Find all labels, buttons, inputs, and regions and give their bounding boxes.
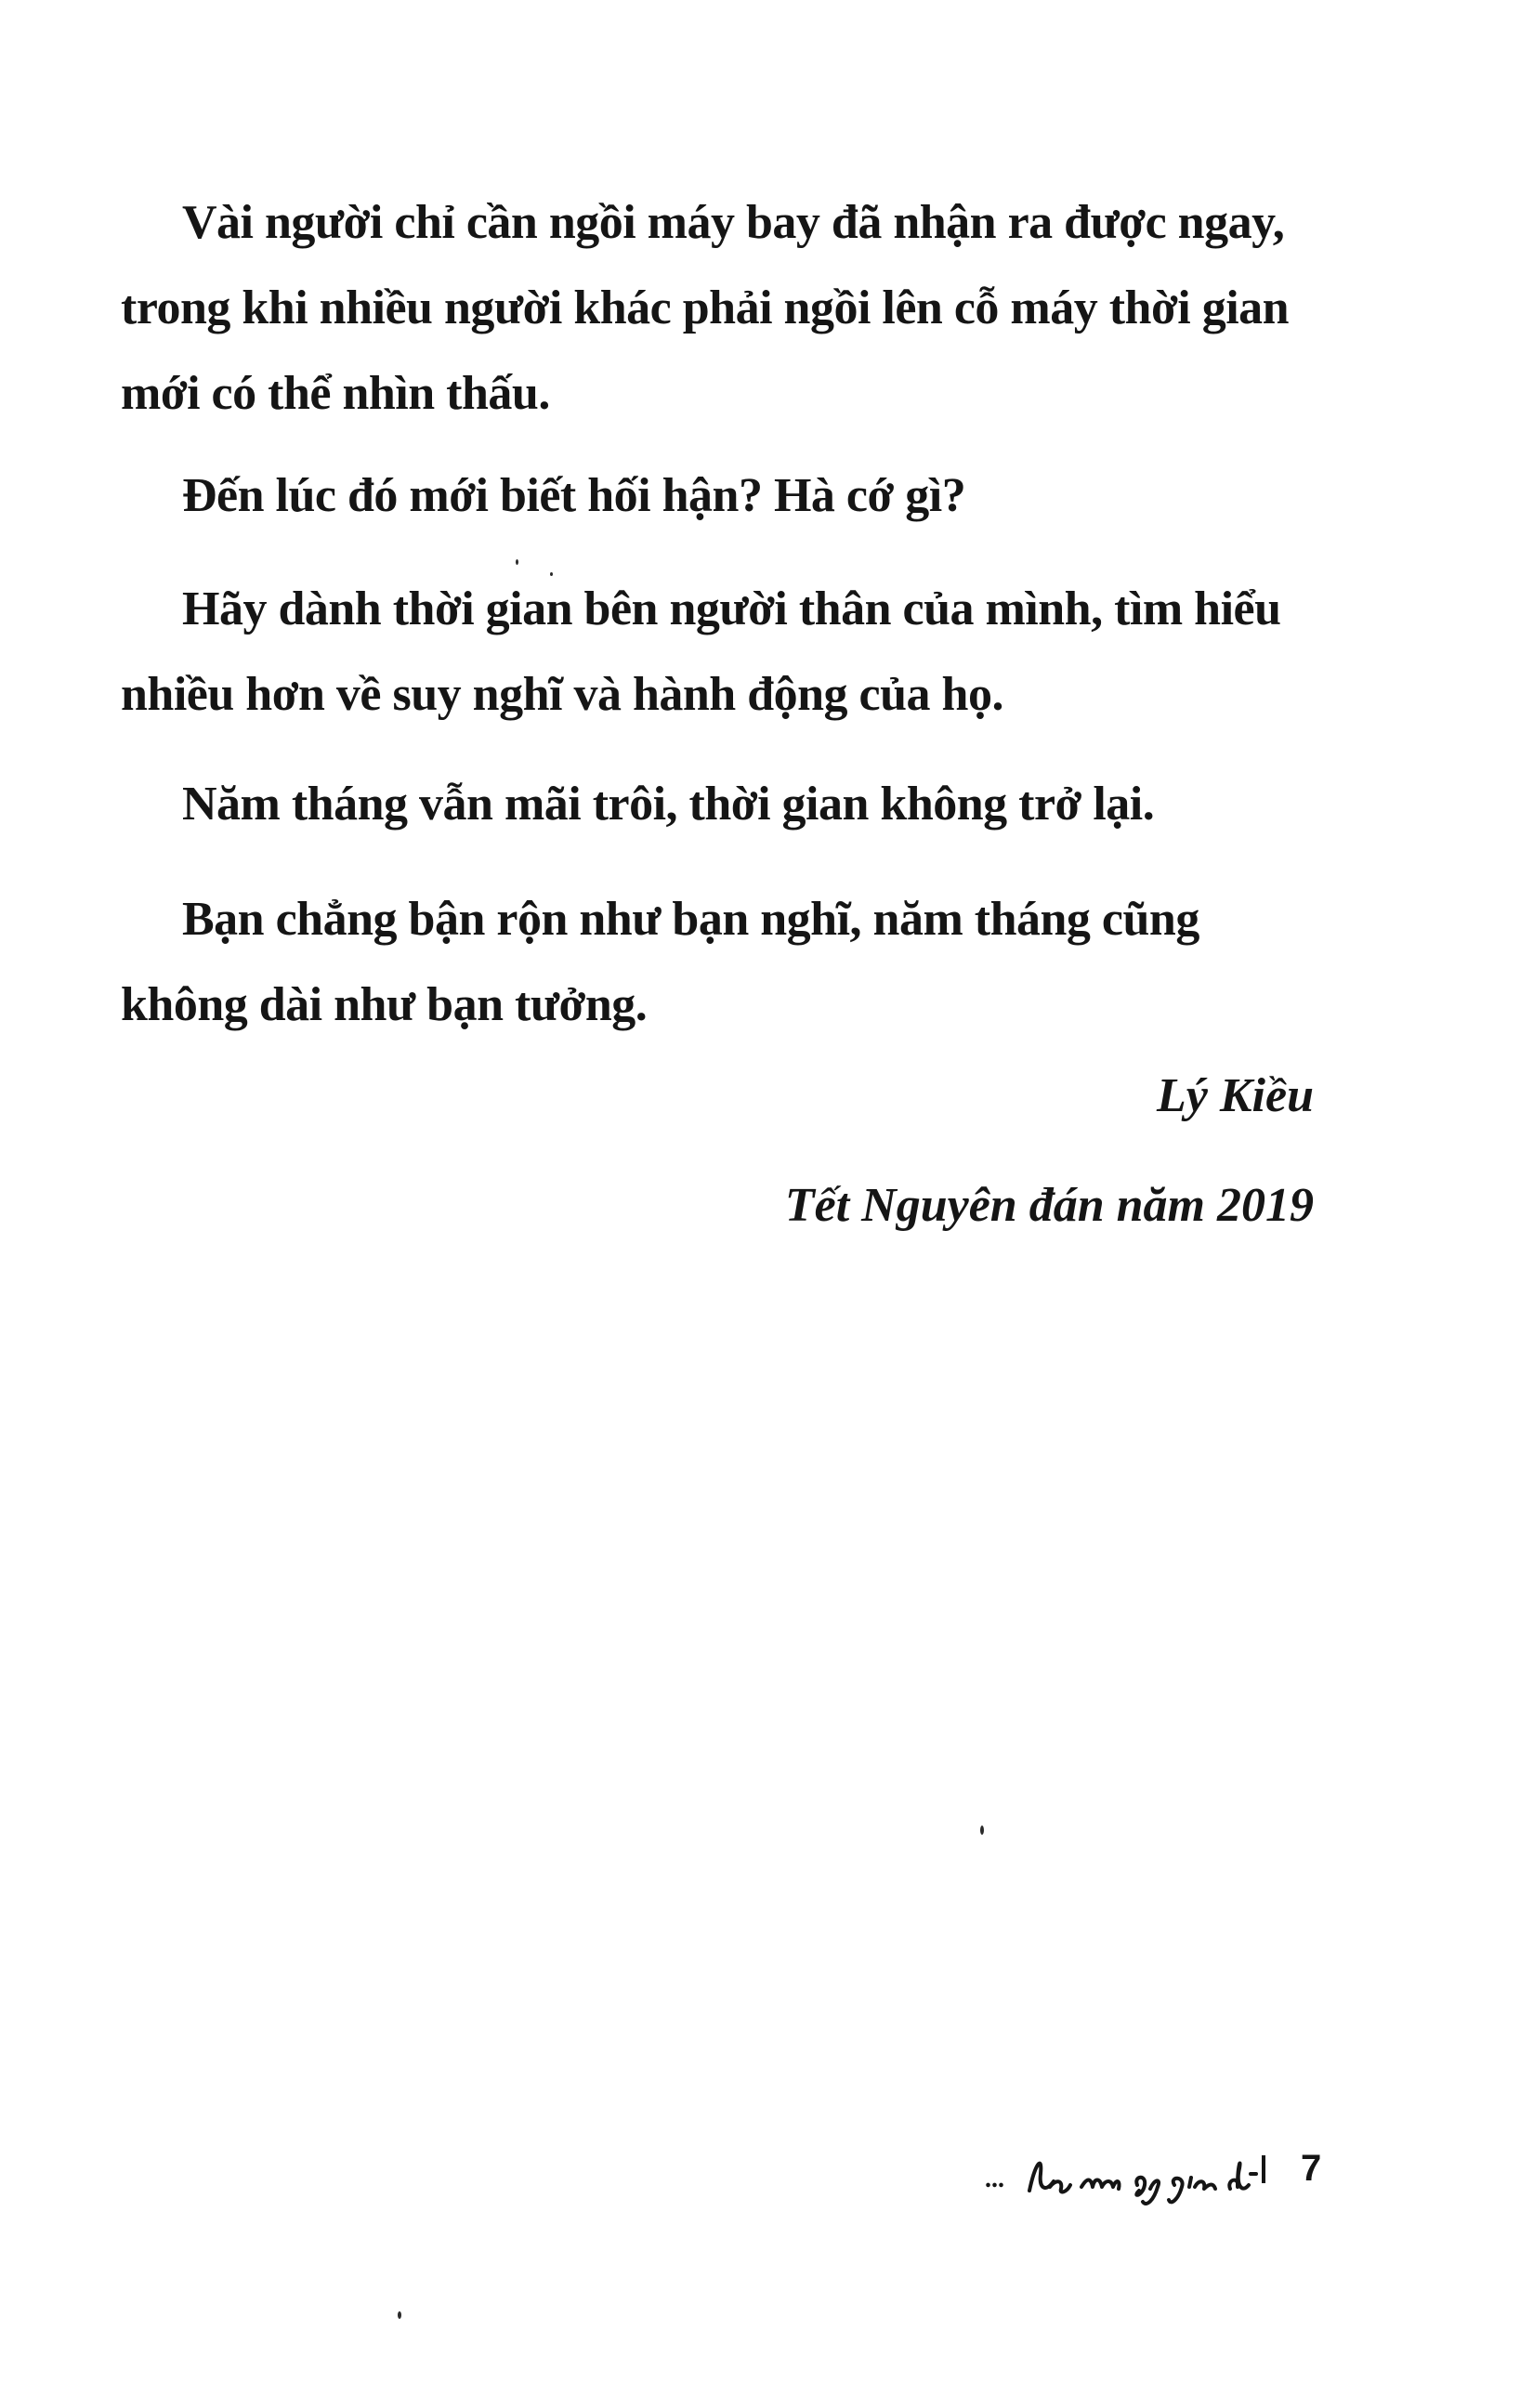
handwritten-book-title-logo — [1022, 2146, 1310, 2211]
footer-separator — [1262, 2155, 1265, 2183]
scan-speck — [980, 1826, 984, 1835]
scan-speck — [398, 2311, 401, 2319]
author-signature: Lý Kiều — [1157, 1069, 1314, 1122]
paragraph-4: Năm tháng vẫn mãi trôi, thời gian không trở lại. — [182, 778, 1155, 831]
paragraph-5: Bạn chẳng bận rộn như bạn nghĩ, năm tháng cũng không dài như bạn tưởng. — [121, 893, 1199, 1031]
paragraph-3: Hãy dành thời gian bên người thân của mình, tìm hiểu nhiều hơn về suy nghĩ và hành động của họ. — [121, 582, 1281, 721]
signature-date: Tết Nguyên đán năm 2019 — [784, 1179, 1314, 1232]
page-number: 7 — [1301, 2148, 1322, 2189]
scan-speck — [516, 559, 518, 565]
page-footer — [966, 2146, 1338, 2211]
footer-dots: ... — [985, 2165, 1004, 2193]
paragraph-1: Vài người chỉ cần ngồi máy bay đã nhận ra được ngay, trong khi nhiều người khác phải ngồi lên cỗ máy thời gian mới có thể nhìn thấu. — [121, 196, 1290, 420]
scan-speck — [550, 572, 553, 576]
paragraph-2: Đến lúc đó mới biết hối hận? Hà cớ gì? — [182, 469, 966, 522]
